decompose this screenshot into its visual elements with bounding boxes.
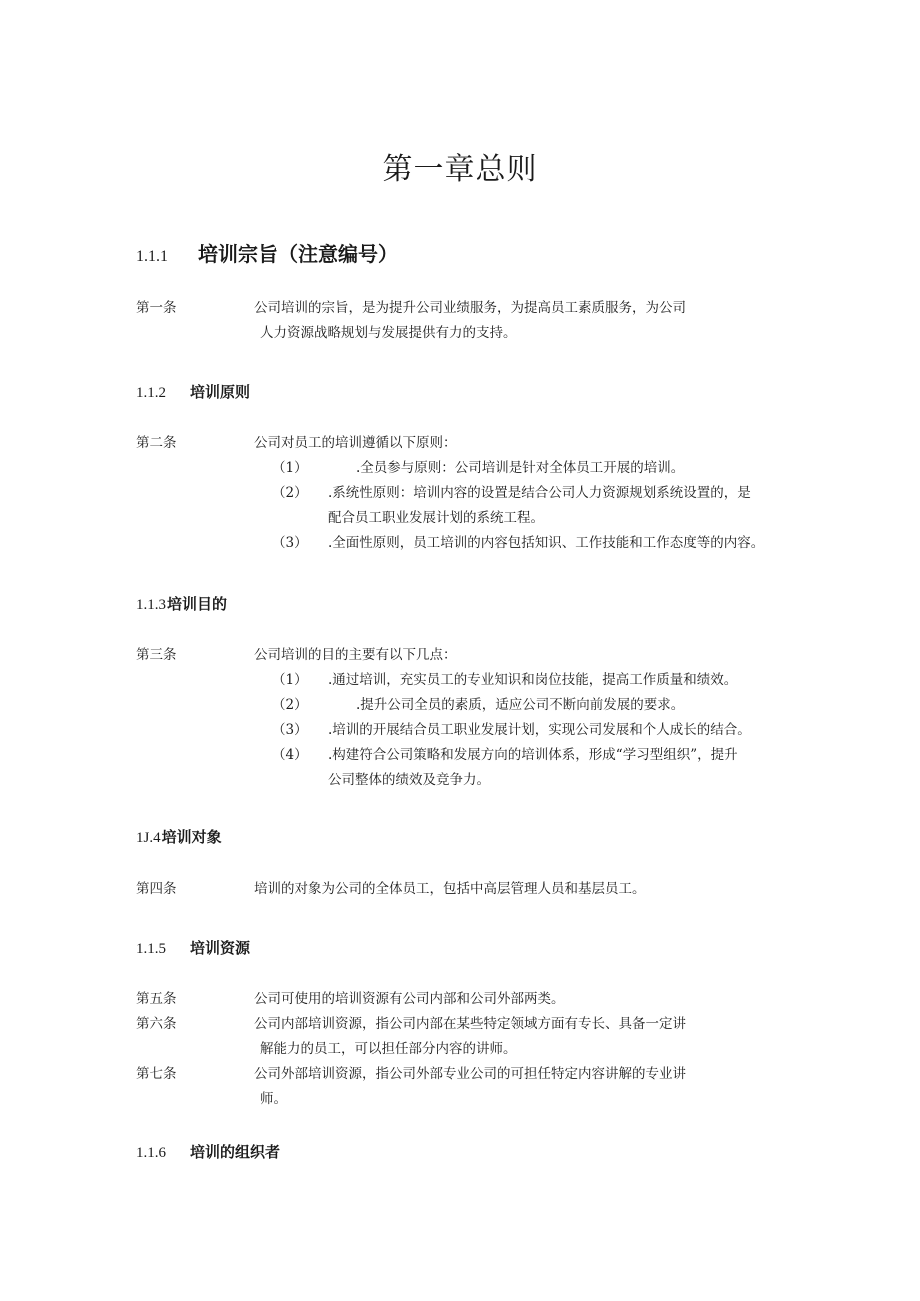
item-text: .全面性原则，员工培训的内容包括知识、工作技能和工作态度等的内容。 [328,535,765,551]
article-text: 公司培训的目的主要有以下几点： [254,647,457,663]
item-marker: （3） [272,722,308,738]
section-heading-organizer [136,1141,280,1162]
article-label: 第六条 [136,1016,177,1032]
article-text: 公司对员工的培训遵循以下原则： [254,435,457,451]
article-label: 第三条 [136,647,177,663]
item-text: .构建符合公司策略和发展方向的培训体系，形成“学习型组织”，提升 [328,747,738,763]
article-1 [136,296,816,346]
article-7 [136,1062,816,1112]
article-label: 第一条 [136,300,177,316]
article-label: 第四条 [136,881,177,897]
item-text: .通过培训，充实员工的专业知识和岗位技能，提高工作质量和绩效。 [328,672,738,688]
section-number: 1.1.2 [136,385,166,401]
article-text-continued: 解能力的员工，可以担任部分内容的讲师。 [260,1041,517,1057]
article-text: 培训的对象为公司的全体员工，包括中高层管理人员和基层员工。 [254,881,646,897]
article-6 [136,1012,816,1062]
section-title: 培训的组织者 [190,1143,281,1161]
item-marker: （2） [272,485,308,501]
item-text: .培训的开展结合员工职业发展计划，实现公司发展和个人成长的结合。 [328,722,751,738]
section-heading-goals [136,593,227,614]
item-marker: （4） [272,747,308,763]
article-text-continued: 人力资源战略规划与发展提供有力的支持。 [260,325,517,341]
section-number: 1.1.1 [136,248,168,265]
section-title: 培训目的 [167,595,228,613]
article-label: 第五条 [136,991,177,1007]
item-marker: （1） [272,460,308,476]
article-text: 公司外部培训资源，指公司外部专业公司的可担任特定内容讲解的专业讲 [254,1066,686,1082]
item-marker: （3） [272,535,308,551]
article-2 [136,431,816,456]
article-label: 第二条 [136,435,177,451]
article-text-continued: 师。 [260,1091,287,1107]
section-number: 1.1.5 [136,941,166,957]
item-marker: （2） [272,697,308,713]
article-label: 第七条 [136,1066,177,1082]
article-text: 公司可使用的培训资源有公司内部和公司外部两类。 [254,991,565,1007]
section-number: 1J.4 [136,830,161,846]
section-heading-principles [136,381,250,402]
article-4 [136,877,816,902]
section-heading-resources [136,937,250,958]
item-text: .系统性原则：培训内容的设置是结合公司人力资源规划系统设置的，是 [328,485,751,501]
section-title: 培训宗旨（注意编号） [198,242,398,266]
section-title: 培训资源 [190,939,251,957]
item-marker: （1） [272,672,308,688]
section-title: 培训对象 [161,828,222,846]
item-text: .提升公司全员的素质，适应公司不断向前发展的要求。 [356,697,685,713]
article-text: 公司内部培训资源，指公司内部在某些特定领域方面有专长、具备一定讲 [254,1016,686,1032]
article-text: 公司培训的宗旨，是为提升公司业绩服务，为提高员工素质服务，为公司 [254,300,686,316]
chapter-title: 第一章总则 [382,152,538,187]
section-number: 1.1.6 [136,1145,166,1161]
item-text-continued: 配合员工职业发展计划的系统工程。 [328,510,544,526]
section-title: 培训原则 [190,383,251,401]
section-number: 1.1.3 [136,597,166,613]
article-5 [136,987,816,1012]
item-text-continued: 公司整体的绩效及竞争力。 [328,772,490,788]
item-text: .全员参与原则：公司培训是针对全体员工开展的培训。 [356,460,685,476]
section-heading-purpose [136,238,398,267]
article-3 [136,643,816,668]
section-heading-audience [136,826,222,847]
